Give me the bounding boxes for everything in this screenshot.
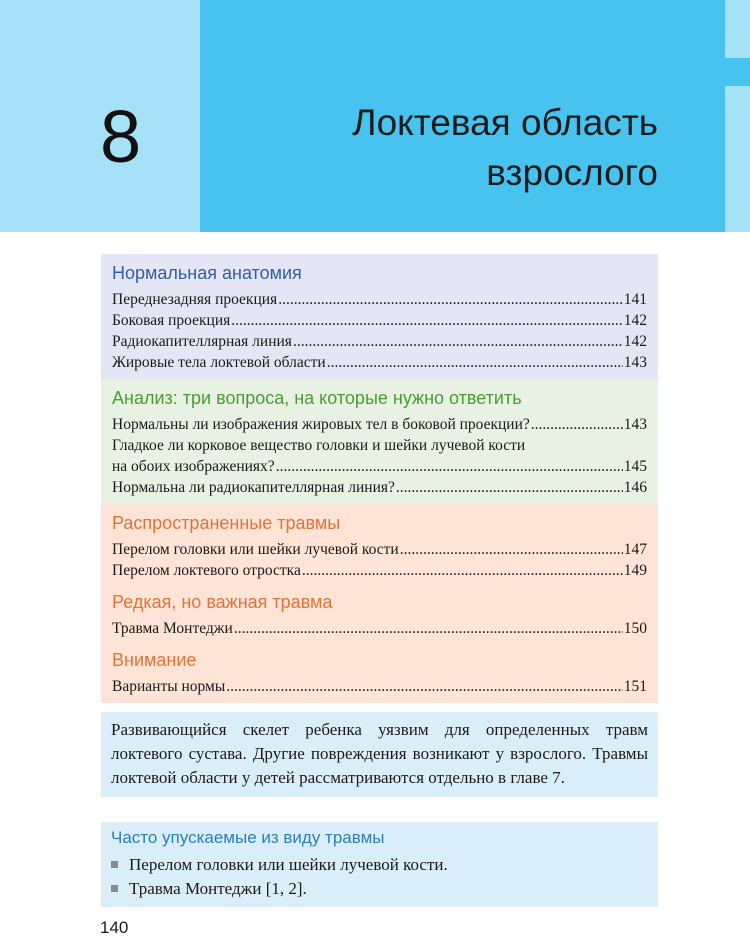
- toc-entry-label: Варианты нормы: [112, 678, 226, 695]
- intro-box: Развивающийся скелет ребенка уязвим для определенных травм локтевого сустава. Другие повреждения возникают у взрослого. Травмы локтевой области у детей рассматриваются отдельно в главе 7.: [101, 712, 658, 797]
- chapter-number: 8: [100, 95, 142, 178]
- toc-entry[interactable]: [112, 676, 647, 697]
- missed-injuries-list: [111, 853, 448, 901]
- toc-entry-page: 150: [623, 620, 647, 637]
- chapter-title: [352, 98, 658, 198]
- toc-section-anatomy: [101, 254, 658, 379]
- toc-entry[interactable]: [112, 477, 647, 498]
- toc-entry-page: 142: [623, 333, 647, 350]
- missed-injuries-title: Часто упускаемые из виду травмы: [111, 828, 385, 847]
- toc-entry[interactable]: [112, 352, 647, 373]
- toc-entry-page: 141: [623, 291, 647, 308]
- chapter-title-line2: взрослого: [486, 152, 658, 193]
- chapter-title-line1: Локтевая область: [352, 102, 658, 143]
- toc-entry-label: на обоих изображениях?: [112, 458, 275, 475]
- list-item-text: Травма Монтеджи [1, 2].: [129, 879, 307, 898]
- bullet-square-icon: [111, 861, 118, 868]
- toc-entry-page: 149: [623, 562, 647, 579]
- toc-section-common-injuries: [101, 504, 658, 703]
- edge-tab-top: [725, 0, 750, 58]
- toc-entry-page: 147: [623, 541, 647, 558]
- page-number: 140: [100, 918, 129, 937]
- toc-entry[interactable]: [112, 560, 647, 581]
- toc-entry[interactable]: [112, 310, 647, 331]
- toc-entry[interactable]: [112, 618, 647, 639]
- bullet-square-icon: [111, 885, 118, 892]
- toc-entry-label: Перелом локтевого отростка: [112, 562, 301, 579]
- list-item-text: Перелом головки или шейки лучевой кости.: [129, 855, 448, 874]
- toc-entry-page: 142: [623, 312, 647, 329]
- toc-section-title: Нормальная анатомия: [112, 263, 302, 283]
- toc-entry-page: 145: [623, 458, 647, 475]
- toc-entry[interactable]: [112, 331, 647, 352]
- toc-section-analysis: [101, 379, 658, 504]
- toc-entry-label: Травма Монтеджи: [112, 620, 233, 637]
- toc-entry-label: Перелом головки или шейки лучевой кости: [112, 541, 399, 558]
- missed-injuries-box: [101, 822, 658, 907]
- toc-entry[interactable]: [112, 539, 647, 560]
- toc-entry-line1: Гладкое ли корковое вещество головки и шейки лучевой кости: [112, 437, 526, 454]
- toc-entry-label: Нормальны ли изображения жировых тел в боковой проекции?: [112, 416, 530, 433]
- toc-section-title: Анализ: три вопроса, на которые нужно ответить: [112, 388, 522, 408]
- toc-entry-label: Радиокапителлярная линия: [112, 333, 292, 350]
- toc-entry-label: Боковая проекция: [112, 312, 231, 329]
- toc-entry[interactable]: [112, 414, 647, 435]
- list-item: [111, 853, 448, 877]
- table-of-contents: [101, 254, 658, 703]
- toc-entry-label: Нормальна ли радиокапителлярная линия?: [112, 479, 395, 496]
- toc-entry-label: Переднезадняя проекция: [112, 291, 278, 308]
- toc-entry-page: 143: [623, 354, 647, 371]
- toc-entry[interactable]: [112, 456, 647, 477]
- toc-section-title: Редкая, но важная травма: [112, 592, 333, 612]
- toc-section-title: Внимание: [112, 650, 197, 670]
- toc-entry-page: 146: [623, 479, 647, 496]
- list-item: [111, 877, 448, 901]
- toc-entry-page: 143: [623, 416, 647, 433]
- toc-entry-label: Жировые тела локтевой области: [112, 354, 326, 371]
- edge-tab-bottom: [725, 86, 750, 232]
- toc-entry-page: 151: [623, 678, 647, 695]
- edge-tab-marker: [725, 58, 750, 86]
- toc-entry[interactable]: [112, 289, 647, 310]
- toc-section-title: Распространенные травмы: [112, 513, 341, 533]
